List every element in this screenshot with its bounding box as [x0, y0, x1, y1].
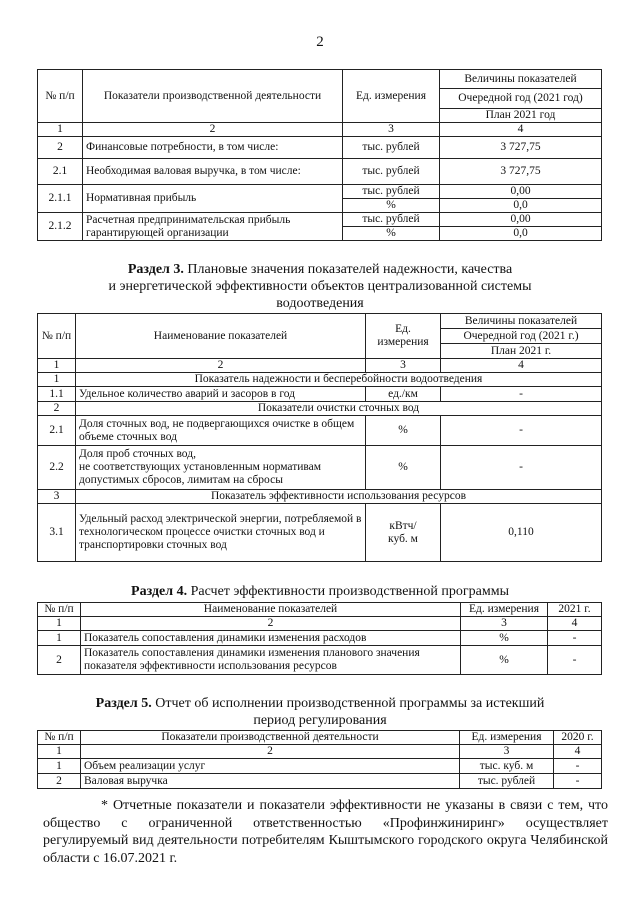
row-value: - — [548, 631, 602, 646]
head-year: Очередной год (2021 год) — [440, 89, 602, 109]
row-unit: % — [366, 416, 441, 446]
index-cell: 2 — [83, 123, 343, 137]
row-num: 3.1 — [38, 504, 76, 562]
section4-title-text: Расчет эффективности производственной программы — [190, 584, 509, 599]
row-num: 2.1 — [38, 416, 76, 446]
head-values: Величины показателей — [440, 70, 602, 89]
production-indicators-table — [37, 69, 602, 241]
row-value: 0,00 — [440, 213, 602, 227]
section4-label: Раздел 4. — [131, 584, 188, 599]
index-cell: 1 — [38, 123, 83, 137]
index-cell: 2 — [76, 359, 366, 373]
row-unit — [366, 504, 441, 562]
row-name: Расчетная предпринимательская прибыль гарантирующей организации — [83, 213, 343, 241]
section5-title — [0, 695, 640, 729]
head-name: Показатели производственной деятельности — [83, 70, 343, 123]
head-plan: План 2021 г. — [441, 344, 602, 359]
table-row — [38, 504, 602, 562]
row-num: 1 — [38, 759, 81, 774]
head-num: № п/п — [38, 70, 83, 123]
table-row — [38, 387, 602, 402]
row-num: 2 — [38, 137, 83, 159]
row-name: Валовая выручка — [81, 774, 460, 789]
row-name-line1: Доля проб сточных вод, — [79, 448, 196, 460]
row-num: 2.1.1 — [38, 185, 83, 213]
index-cell: 2 — [81, 617, 461, 631]
row-num: 2.2 — [38, 446, 76, 490]
row-name — [76, 446, 366, 490]
row-num: 1.1 — [38, 387, 76, 402]
row-unit-line2: куб. м — [388, 532, 418, 545]
row-unit: % — [343, 227, 440, 241]
row-unit: тыс. рублей — [460, 774, 554, 789]
row-value: - — [441, 416, 602, 446]
table-row — [38, 759, 602, 774]
row-name: Показатель сопоставления динамики изменения планового значения показателя эффективности использования ресурсов — [81, 646, 461, 675]
section5-title-line1: Отчет об исполнении производственной программы за истекший — [155, 696, 545, 711]
row-name: Удельный расход электрической энергии, потребляемой в технологическом процессе очистки сточных вод и транспортировки сточных вод — [76, 504, 366, 562]
row-name: Удельное количество аварий и засоров в год — [76, 387, 366, 402]
row-unit-line1: кВтч/ — [389, 519, 417, 532]
row-value: 0,00 — [440, 185, 602, 199]
row-name: Показатель сопоставления динамики изменения расходов — [81, 631, 461, 646]
head-unit: Ед. измерения — [343, 70, 440, 123]
row-name: Нормативная прибыль — [83, 185, 343, 213]
head-year: 2020 г. — [554, 731, 602, 745]
group-num: 2 — [38, 402, 76, 416]
head-unit: Ед. измерения — [461, 603, 548, 617]
table-row — [38, 159, 602, 185]
index-cell: 3 — [460, 745, 554, 759]
row-name: Необходимая валовая выручка, в том числе: — [83, 159, 343, 185]
group-num: 1 — [38, 373, 76, 387]
table-row — [38, 137, 602, 159]
group-title: Показатель эффективности использования ресурсов — [76, 490, 602, 504]
row-unit: % — [343, 199, 440, 213]
section3-title — [0, 261, 640, 312]
section3-title-line3: водоотведения — [276, 296, 364, 311]
index-cell: 4 — [440, 123, 602, 137]
index-cell: 4 — [548, 617, 602, 631]
row-unit: тыс. рублей — [343, 159, 440, 185]
head-plan: План 2021 год — [440, 109, 602, 123]
index-cell: 3 — [366, 359, 441, 373]
table-row — [38, 774, 602, 789]
table-row — [38, 185, 602, 199]
row-num: 2.1.2 — [38, 213, 83, 241]
head-num: № п/п — [38, 314, 76, 359]
footnote — [43, 797, 608, 867]
row-unit: тыс. куб. м — [460, 759, 554, 774]
head-year: 2021 г. — [548, 603, 602, 617]
row-unit: ед./км — [366, 387, 441, 402]
index-cell: 4 — [441, 359, 602, 373]
row-value: 3 727,75 — [440, 137, 602, 159]
index-cell: 2 — [81, 745, 460, 759]
head-year: Очередной год (2021 г.) — [441, 329, 602, 344]
index-cell: 1 — [38, 359, 76, 373]
index-cell: 1 — [38, 617, 81, 631]
section5-title-line2: период регулирования — [253, 713, 387, 728]
report-table — [37, 730, 602, 789]
section5-label: Раздел 5. — [95, 696, 152, 711]
table-row — [38, 446, 602, 490]
group-row — [38, 402, 602, 416]
row-unit: % — [366, 446, 441, 490]
row-value: - — [441, 446, 602, 490]
table-row — [38, 213, 602, 227]
head-values: Величины показателей — [441, 314, 602, 329]
group-num: 3 — [38, 490, 76, 504]
index-cell: 3 — [461, 617, 548, 631]
table-row — [38, 631, 602, 646]
index-cell: 4 — [554, 745, 602, 759]
row-name: Финансовые потребности, в том числе: — [83, 137, 343, 159]
row-value: - — [441, 387, 602, 402]
index-cell: 3 — [343, 123, 440, 137]
row-value: 3 727,75 — [440, 159, 602, 185]
row-unit: тыс. рублей — [343, 213, 440, 227]
row-unit: тыс. рублей — [343, 137, 440, 159]
section4-title — [0, 583, 640, 600]
table-row — [38, 416, 602, 446]
section3-title-line2: и энергетической эффективности объектов централизованной системы — [108, 279, 532, 294]
head-num: № п/п — [38, 603, 81, 617]
group-row — [38, 373, 602, 387]
row-name-line2: не соответствующих установленным нормативам допустимых сбросов, лимитам на сбросы — [79, 461, 322, 486]
head-name: Наименование показателей — [76, 314, 366, 359]
footnote-text: * Отчетные показатели и показатели эффективности не указаны в связи с тем, что общество с ограниченной ответственностью «Профинжиниринг» осуществляет регулируемый вид деятельности потребителям Кыштымского городского округа Челябинской области с 16.07.2021 г. — [43, 798, 608, 866]
page-number: 2 — [316, 34, 324, 50]
row-unit: тыс. рублей — [343, 185, 440, 199]
head-num: № п/п — [38, 731, 81, 745]
row-unit: % — [461, 631, 548, 646]
index-cell: 1 — [38, 745, 81, 759]
table-row — [38, 646, 602, 675]
head-unit: Ед. измерения — [460, 731, 554, 745]
row-value: 0,0 — [440, 227, 602, 241]
row-num: 2.1 — [38, 159, 83, 185]
row-name: Объем реализации услуг — [81, 759, 460, 774]
head-name: Показатели производственной деятельности — [81, 731, 460, 745]
group-title: Показатель надежности и бесперебойности водоотведения — [76, 373, 602, 387]
row-value: - — [548, 646, 602, 675]
row-num: 2 — [38, 646, 81, 675]
row-value: 0,0 — [440, 199, 602, 213]
row-num: 2 — [38, 774, 81, 789]
efficiency-table — [37, 602, 602, 675]
head-unit: Ед. измерения — [366, 314, 441, 359]
head-name: Наименование показателей — [81, 603, 461, 617]
reliability-indicators-table — [37, 313, 602, 562]
row-unit: % — [461, 646, 548, 675]
section3-label: Раздел 3. — [127, 262, 184, 277]
section3-title-line1: Плановые значения показателей надежности, качества — [187, 262, 513, 277]
row-value: - — [554, 759, 602, 774]
group-row — [38, 490, 602, 504]
row-num: 1 — [38, 631, 81, 646]
row-name: Доля сточных вод, не подвергающихся очистке в общем объеме сточных вод — [76, 416, 366, 446]
group-title: Показатели очистки сточных вод — [76, 402, 602, 416]
row-value: 0,110 — [441, 504, 602, 562]
row-value: - — [554, 774, 602, 789]
